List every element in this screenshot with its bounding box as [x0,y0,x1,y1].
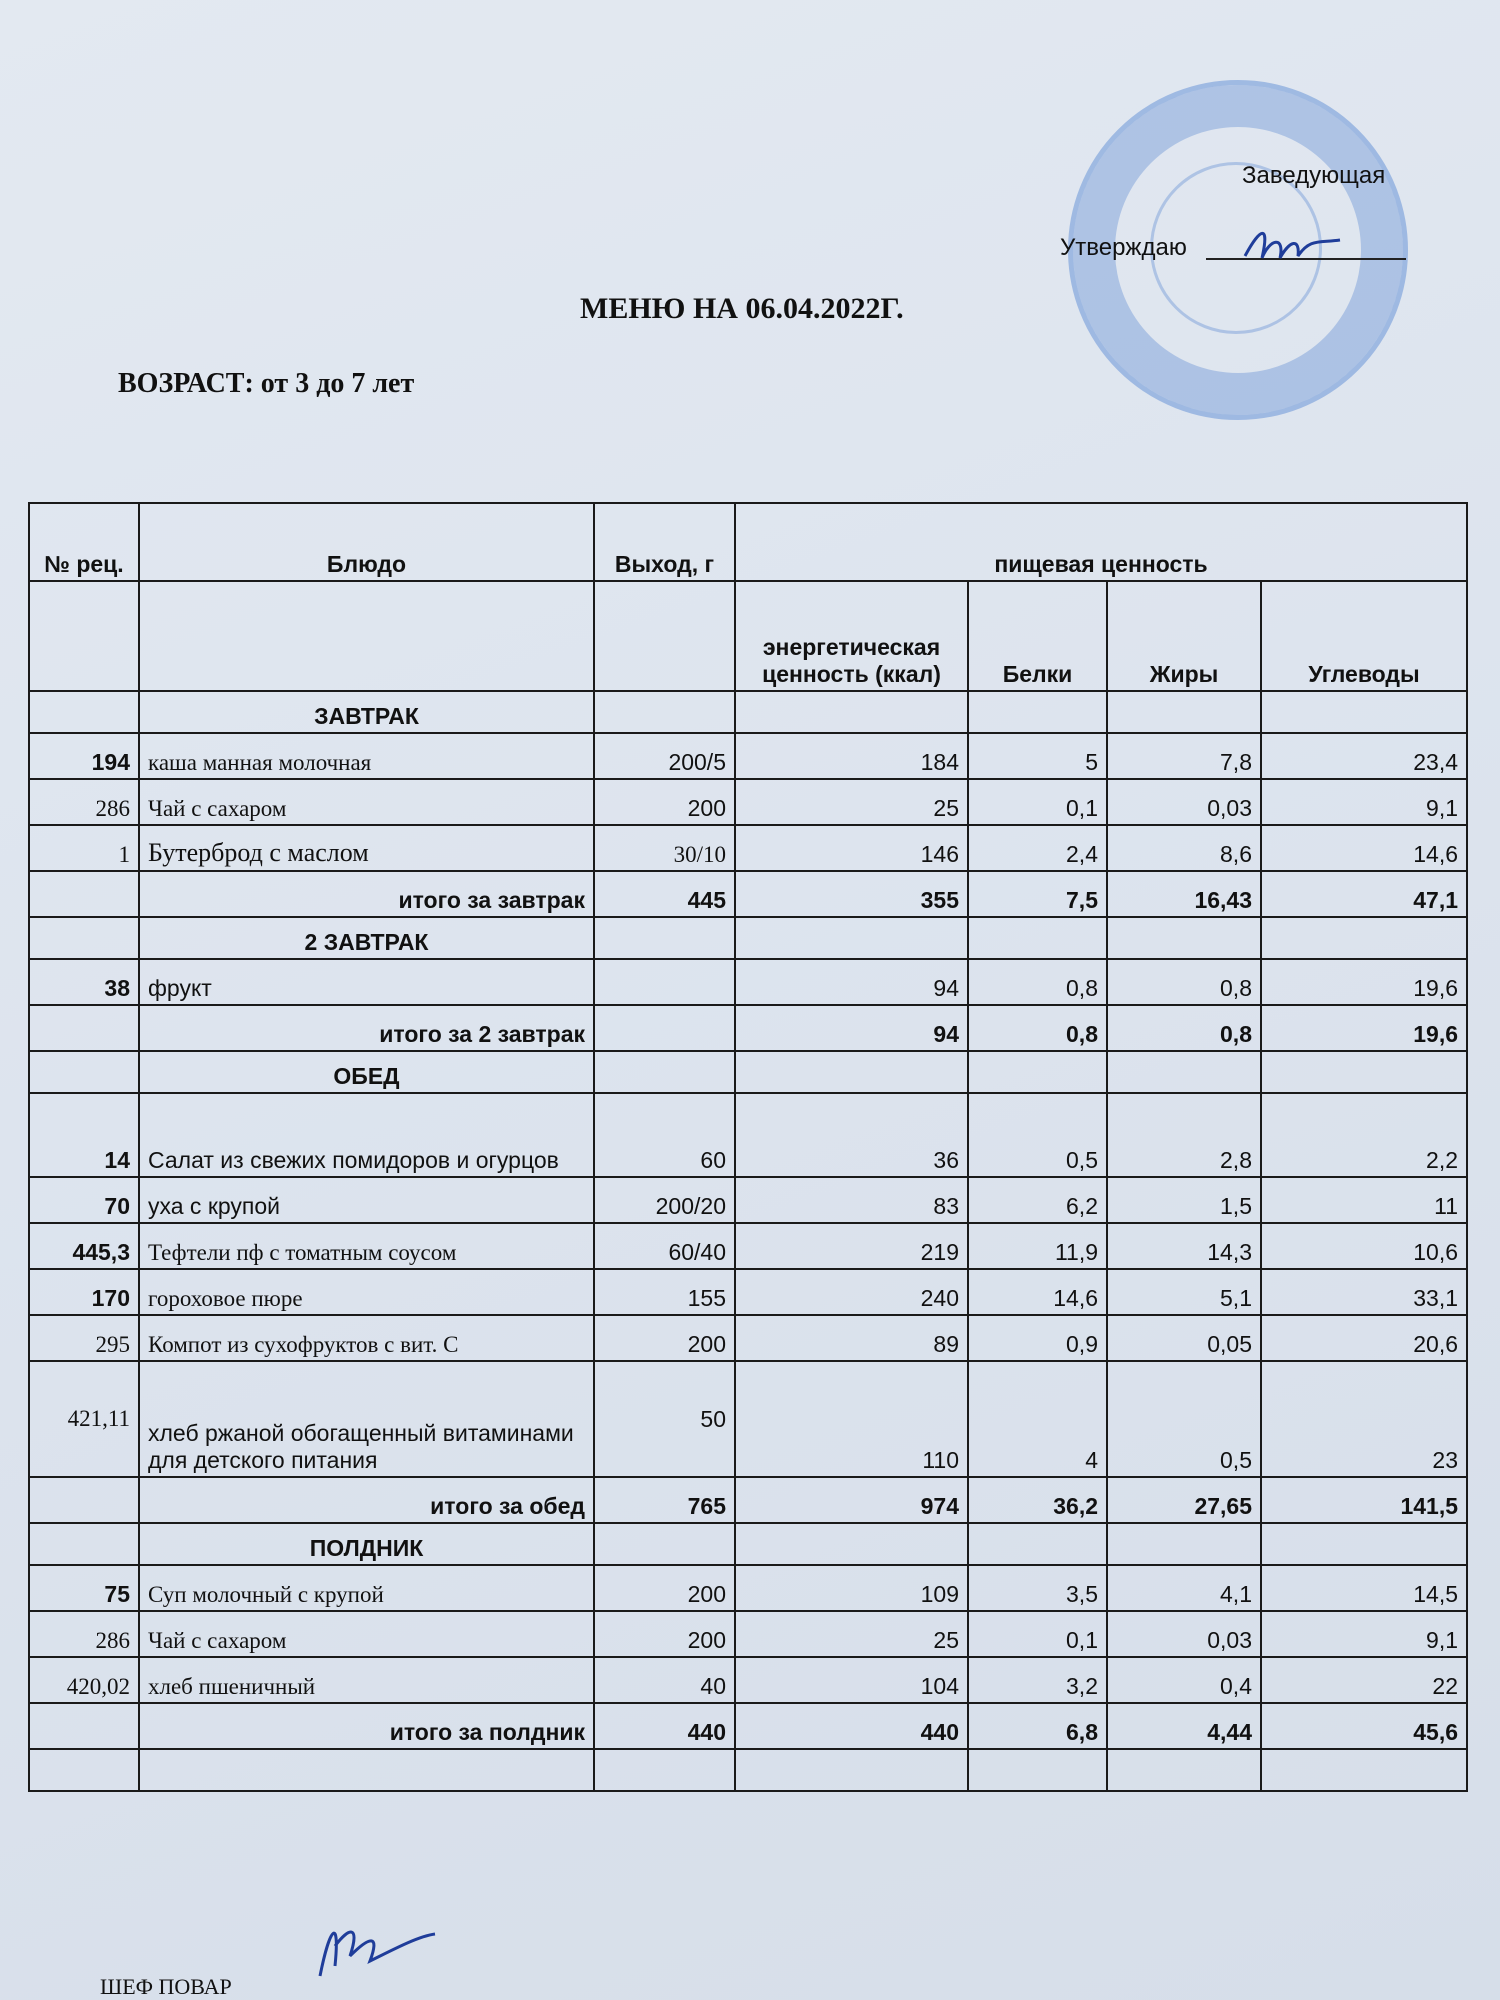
cell-protein: 5 [968,733,1107,779]
approver-position: Заведующая [1242,162,1386,189]
cell-dish: гороховое пюре [139,1269,594,1315]
cell-carbs: 23,4 [1261,733,1467,779]
cell-dish: каша манная молочная [139,733,594,779]
cell-yield: 50 [594,1361,735,1477]
cell-yield: 445 [594,871,735,917]
col-header-nutrition: пищевая ценность [735,503,1467,581]
cell-fat: 0,03 [1107,1611,1261,1657]
cell-code: 70 [29,1177,139,1223]
table-row [29,1093,1467,1177]
cell-fat: 27,65 [1107,1477,1261,1523]
cell-yield: 200 [594,1565,735,1611]
cell-dish: Компот из сухофруктов с вит. С [139,1315,594,1361]
cell-energy: 83 [735,1177,968,1223]
col-header-dish: Блюдо [139,503,594,581]
cell-yield: 200/20 [594,1177,735,1223]
page-title: МЕНЮ НА 06.04.2022Г. [580,292,904,325]
cell-yield: 200 [594,779,735,825]
cell-code: 295 [29,1315,139,1361]
cell-yield: 60 [594,1093,735,1177]
cell-total-label: итого за 2 завтрак [139,1005,594,1051]
age-subtitle: ВОЗРАСТ: от 3 до 7 лет [118,368,415,399]
empty-row [29,1749,1467,1791]
table-row [29,779,1467,825]
cell-yield [594,1005,735,1051]
cell-fat: 2,8 [1107,1093,1261,1177]
section-row [29,691,1467,733]
cell-protein: 0,8 [968,1005,1107,1051]
cell-fat: 14,3 [1107,1223,1261,1269]
total-row [29,1703,1467,1749]
cell-fat: 4,1 [1107,1565,1261,1611]
cell-code: 38 [29,959,139,1005]
table-row [29,1657,1467,1703]
cell-fat: 4,44 [1107,1703,1261,1749]
table-row [29,959,1467,1005]
section-row [29,917,1467,959]
section-row [29,1523,1467,1565]
section-title: 2 ЗАВТРАК [139,917,594,959]
cell-yield: 200 [594,1315,735,1361]
total-row [29,1477,1467,1523]
cell-carbs: 33,1 [1261,1269,1467,1315]
total-row [29,1005,1467,1051]
cell-energy: 25 [735,1611,968,1657]
cell-code: 14 [29,1093,139,1177]
cell-carbs: 22 [1261,1657,1467,1703]
cell-fat: 0,8 [1107,1005,1261,1051]
cell-yield: 40 [594,1657,735,1703]
table-row [29,1611,1467,1657]
cell-carbs: 19,6 [1261,959,1467,1005]
cell-carbs: 9,1 [1261,779,1467,825]
cell-code: 1 [29,825,139,871]
cell-yield: 200 [594,1611,735,1657]
signature-icon [1240,218,1350,268]
cell-fat: 1,5 [1107,1177,1261,1223]
cell-protein: 7,5 [968,871,1107,917]
cell-protein: 11,9 [968,1223,1107,1269]
table-row [29,1223,1467,1269]
cell-energy: 355 [735,871,968,917]
cell-energy: 219 [735,1223,968,1269]
chef-label: ШЕФ ПОВАР [100,1974,232,1999]
cell-protein: 0,1 [968,779,1107,825]
cell-energy: 184 [735,733,968,779]
cell-carbs: 14,6 [1261,825,1467,871]
cell-yield [594,959,735,1005]
cell-carbs: 9,1 [1261,1611,1467,1657]
cell-carbs: 14,5 [1261,1565,1467,1611]
cell-protein: 36,2 [968,1477,1107,1523]
cell-dish: уха с крупой [139,1177,594,1223]
cell-yield: 155 [594,1269,735,1315]
cell-protein: 6,8 [968,1703,1107,1749]
table-row [29,733,1467,779]
table-row [29,1315,1467,1361]
col-header-protein: Белки [968,581,1107,691]
cell-energy: 94 [735,959,968,1005]
cell-protein: 6,2 [968,1177,1107,1223]
cell-carbs: 19,6 [1261,1005,1467,1051]
cell-carbs: 11 [1261,1177,1467,1223]
cell-protein: 0,8 [968,959,1107,1005]
total-row [29,871,1467,917]
cell-yield: 765 [594,1477,735,1523]
cell-dish: Тефтели пф с томатным соусом [139,1223,594,1269]
cell-energy: 89 [735,1315,968,1361]
cell-fat: 0,8 [1107,959,1261,1005]
cell-code: 194 [29,733,139,779]
table-row [29,1565,1467,1611]
cell-fat: 7,8 [1107,733,1261,779]
table-row [29,825,1467,871]
cell-dish: Бутерброд с маслом [139,825,594,871]
menu-table [28,502,1468,1792]
cell-code: 445,3 [29,1223,139,1269]
cell-protein: 14,6 [968,1269,1107,1315]
cell-protein: 0,1 [968,1611,1107,1657]
cell-dish: Суп молочный с крупой [139,1565,594,1611]
approve-label: Утверждаю [1060,234,1187,261]
cell-energy: 104 [735,1657,968,1703]
cell-code: 421,11 [29,1361,139,1477]
cell-energy: 25 [735,779,968,825]
cell-dish: хлеб ржаной обогащенный витаминами для детского питания [139,1361,594,1477]
table-row [29,1361,1467,1477]
col-header-carbs: Углеводы [1261,581,1467,691]
cell-energy: 94 [735,1005,968,1051]
cell-energy: 240 [735,1269,968,1315]
section-title: ПОЛДНИК [139,1523,594,1565]
cell-code: 420,02 [29,1657,139,1703]
cell-carbs: 47,1 [1261,871,1467,917]
cell-fat: 16,43 [1107,871,1261,917]
chef-signature-icon [300,1906,440,1986]
cell-carbs: 10,6 [1261,1223,1467,1269]
cell-dish: фрукт [139,959,594,1005]
cell-energy: 109 [735,1565,968,1611]
col-header-fat: Жиры [1107,581,1261,691]
cell-carbs: 2,2 [1261,1093,1467,1177]
cell-protein: 3,2 [968,1657,1107,1703]
menu-table-body [29,691,1467,1791]
cell-fat: 8,6 [1107,825,1261,871]
cell-energy: 36 [735,1093,968,1177]
cell-dish: Салат из свежих помидоров и огурцов [139,1093,594,1177]
cell-carbs: 141,5 [1261,1477,1467,1523]
col-header-rec-no: № рец. [29,503,139,581]
cell-yield: 60/40 [594,1223,735,1269]
section-title: ЗАВТРАК [139,691,594,733]
section-row [29,1051,1467,1093]
cell-dish: хлеб пшеничный [139,1657,594,1703]
cell-energy: 146 [735,825,968,871]
cell-code: 286 [29,1611,139,1657]
cell-code: 286 [29,779,139,825]
cell-protein: 4 [968,1361,1107,1477]
col-header-yield: Выход, г [594,503,735,581]
cell-dish: Чай с сахаром [139,1611,594,1657]
cell-code: 75 [29,1565,139,1611]
cell-total-label: итого за обед [139,1477,594,1523]
cell-carbs: 23 [1261,1361,1467,1477]
cell-protein: 3,5 [968,1565,1107,1611]
cell-fat: 0,05 [1107,1315,1261,1361]
table-row [29,1177,1467,1223]
col-header-energy: энергетическая ценность (ккал) [735,581,968,691]
cell-carbs: 45,6 [1261,1703,1467,1749]
table-row [29,1269,1467,1315]
cell-yield: 30/10 [594,825,735,871]
cell-code: 170 [29,1269,139,1315]
section-title: ОБЕД [139,1051,594,1093]
cell-protein: 0,9 [968,1315,1107,1361]
cell-yield: 440 [594,1703,735,1749]
cell-total-label: итого за полдник [139,1703,594,1749]
cell-total-label: итого за завтрак [139,871,594,917]
cell-yield: 200/5 [594,733,735,779]
cell-protein: 0,5 [968,1093,1107,1177]
cell-energy: 110 [735,1361,968,1477]
cell-fat: 0,5 [1107,1361,1261,1477]
cell-energy: 440 [735,1703,968,1749]
cell-fat: 5,1 [1107,1269,1261,1315]
cell-fat: 0,03 [1107,779,1261,825]
cell-dish: Чай с сахаром [139,779,594,825]
cell-energy: 974 [735,1477,968,1523]
cell-carbs: 20,6 [1261,1315,1467,1361]
cell-protein: 2,4 [968,825,1107,871]
cell-fat: 0,4 [1107,1657,1261,1703]
